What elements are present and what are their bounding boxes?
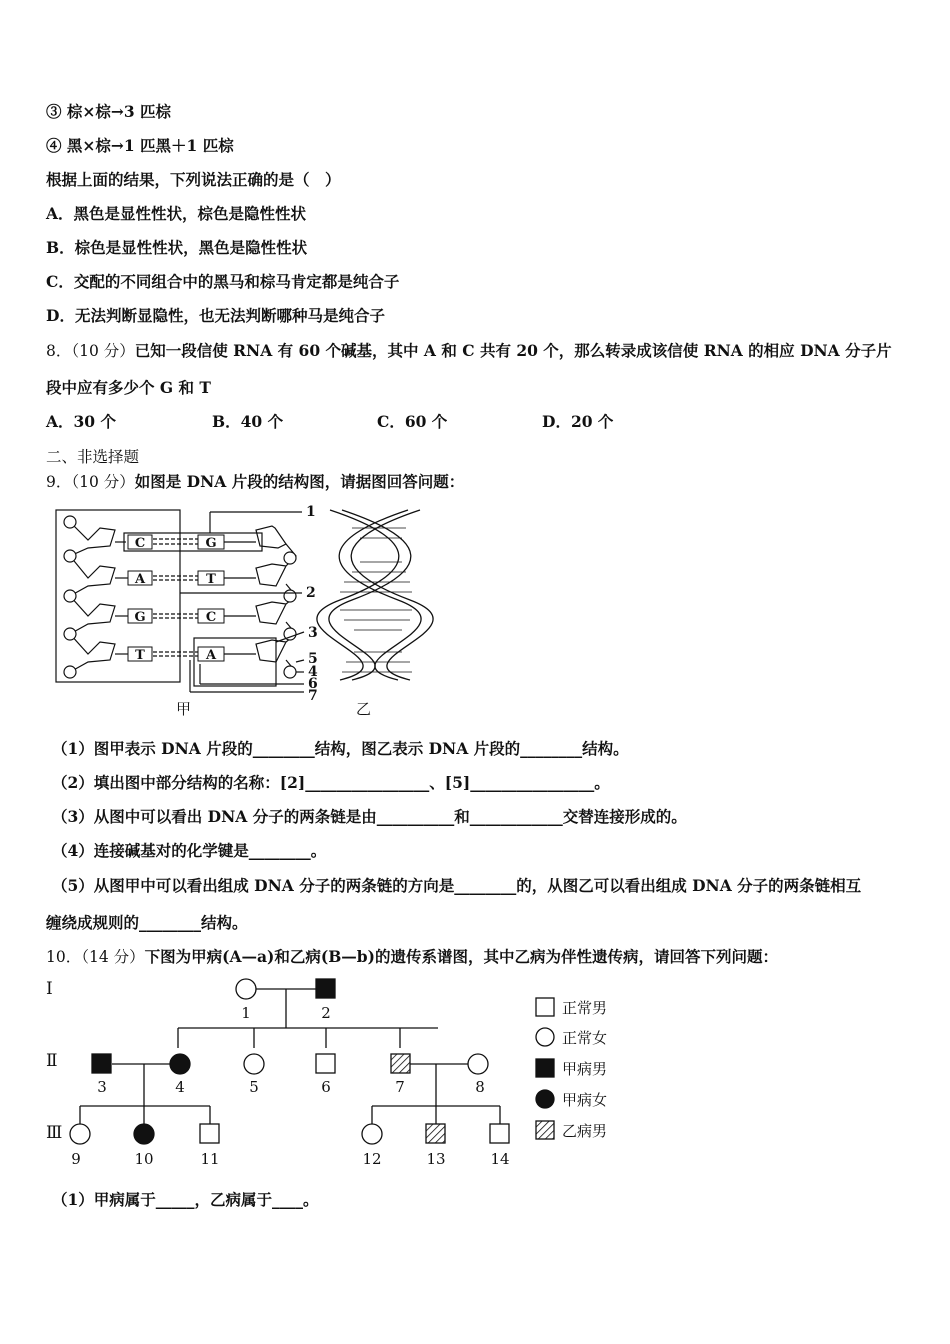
label-14: 14: [490, 1150, 510, 1168]
section-title: 二、非选择题: [46, 448, 140, 466]
q8-option-d: D．20 个: [542, 412, 614, 431]
q10-sub-1: （1）甲病属于_____，乙病属于____。: [52, 1190, 319, 1209]
callout-3: 3: [308, 625, 318, 641]
q7-cross-4: ④ 黑×棕→1 匹黑＋1 匹棕: [46, 136, 234, 155]
q7-cross-3: ③ 棕×棕→3 匹棕: [46, 102, 172, 121]
q9-sub-2: （2）填出图中部分结构的名称：[2]________________、[5]________________。: [52, 773, 610, 792]
individual-6: [316, 1054, 335, 1073]
individual-11: [200, 1124, 219, 1143]
double-helix: [317, 510, 433, 680]
individual-9: [70, 1124, 90, 1144]
q7-option-d: D．无法判断显隐性，也无法判断哪种马是纯合子: [46, 306, 385, 325]
q8-stem-line1: [46, 341, 892, 361]
legend-disease-a-female: 甲病女: [562, 1091, 608, 1109]
base-left-4-label: T: [135, 648, 145, 663]
dna-structure-figure: [40, 500, 480, 720]
generation-2-label: Ⅱ: [46, 1051, 58, 1071]
generation-1-label: Ⅰ: [46, 979, 53, 999]
legend-disease-a-male-symbol: [536, 1059, 554, 1077]
legend-normal-male-symbol: [536, 998, 554, 1016]
legend-disease-b-male-symbol: [536, 1121, 554, 1139]
q9-stem-text: 如图是 DNA 片段的结构图，请据图回答问题：: [134, 472, 465, 491]
q8-option-c: C．60 个: [377, 412, 448, 431]
legend-normal-male: 正常男: [562, 999, 608, 1017]
q8-stem-line2: 段中应有多少个 G 和 T: [46, 378, 211, 397]
individual-5: [244, 1054, 264, 1074]
pedigree-chart: [40, 972, 640, 1172]
q8-option-b: B．40 个: [212, 412, 284, 431]
base-right-3-label: C: [205, 610, 217, 625]
base-left-1-label: C: [134, 536, 146, 551]
base-left-3-label: G: [134, 610, 146, 625]
legend-normal-female: 正常女: [562, 1029, 608, 1047]
individual-4: [170, 1054, 190, 1074]
callout-5: 5: [308, 651, 318, 667]
callout-6: 6: [308, 676, 318, 692]
q7-option-a: A．黑色是显性性状，棕色是隐性性状: [46, 204, 307, 223]
individual-7: [391, 1054, 410, 1073]
generation-3-label: Ⅲ: [46, 1123, 63, 1143]
q9-sub-1: （1）图甲表示 DNA 片段的________结构，图乙表示 DNA 片段的________结构。: [52, 739, 629, 758]
individual-2: [316, 979, 335, 998]
callout-7: 7: [308, 688, 318, 704]
individual-13: [426, 1124, 445, 1143]
q9-stem: [46, 472, 464, 492]
q7-option-c: C．交配的不同组合中的黑马和棕马肯定都是纯合子: [46, 272, 400, 291]
callout-4: 4: [308, 664, 318, 680]
q10-number: 10．（14 分）: [46, 948, 145, 966]
label-11: 11: [200, 1150, 220, 1168]
q9-sub-4: （4）连接碱基对的化学键是________。: [52, 841, 327, 860]
individual-12: [362, 1124, 382, 1144]
legend-disease-a-male: 甲病男: [562, 1060, 608, 1078]
label-7: 7: [395, 1078, 405, 1096]
label-9: 9: [71, 1150, 81, 1168]
label-3: 3: [97, 1078, 107, 1096]
label-12: 12: [362, 1150, 382, 1168]
q8-stem-text: 已知一段信使 RNA 有 60 个碱基，其中 A 和 C 共有 20 个，那么转录成该信使 RNA 的相应 DNA 分子片: [134, 341, 892, 360]
q7-stem: 根据上面的结果，下列说法正确的是（ ）: [46, 170, 341, 189]
base-right-1-label: G: [205, 536, 217, 551]
q9-sub-3: （3）从图中可以看出 DNA 分子的两条链是由__________和____________交替连接形成的。: [52, 807, 687, 826]
callout-1: 1: [306, 504, 316, 520]
legend-normal-female-symbol: [536, 1028, 554, 1046]
label-13: 13: [426, 1150, 446, 1168]
legend-disease-a-female-symbol: [536, 1090, 554, 1108]
callout-2: 2: [306, 585, 316, 601]
label-6: 6: [321, 1078, 331, 1096]
q9-sub-5-line2: 缠绕成规则的________结构。: [46, 913, 248, 932]
q10-stem-text: 下图为甲病(A—a)和乙病(B—b)的遗传系谱图，其中乙病为伴性遗传病，请回答下列问题：: [144, 947, 778, 966]
base-right-2-label: T: [206, 572, 216, 587]
label-8: 8: [475, 1078, 485, 1096]
q9-sub-5-line1: （5）从图甲中可以看出组成 DNA 分子的两条链的方向是________的，从图乙可以看出组成 DNA 分子的两条链相互: [52, 876, 862, 895]
base-right-4-label: A: [205, 648, 217, 663]
q8-number: 8．（10 分）: [46, 342, 135, 360]
individual-1: [236, 979, 256, 999]
label-10: 10: [134, 1150, 154, 1168]
base-left-2-label: A: [134, 572, 146, 587]
individual-3: [92, 1054, 111, 1073]
caption-yi: 乙: [356, 700, 372, 718]
q9-number: 9．（10 分）: [46, 473, 135, 491]
legend-disease-b-male: 乙病男: [562, 1122, 608, 1140]
label-1: 1: [241, 1004, 251, 1022]
label-4: 4: [175, 1078, 185, 1096]
label-5: 5: [249, 1078, 259, 1096]
caption-jia: 甲: [176, 700, 192, 718]
individual-10: [134, 1124, 154, 1144]
individual-8: [468, 1054, 488, 1074]
individual-14: [490, 1124, 509, 1143]
q10-stem: [46, 947, 778, 967]
q7-option-b: B．棕色是显性性状，黑色是隐性性状: [46, 238, 308, 257]
q8-option-a: A．30 个: [46, 412, 116, 431]
label-2: 2: [321, 1004, 331, 1022]
